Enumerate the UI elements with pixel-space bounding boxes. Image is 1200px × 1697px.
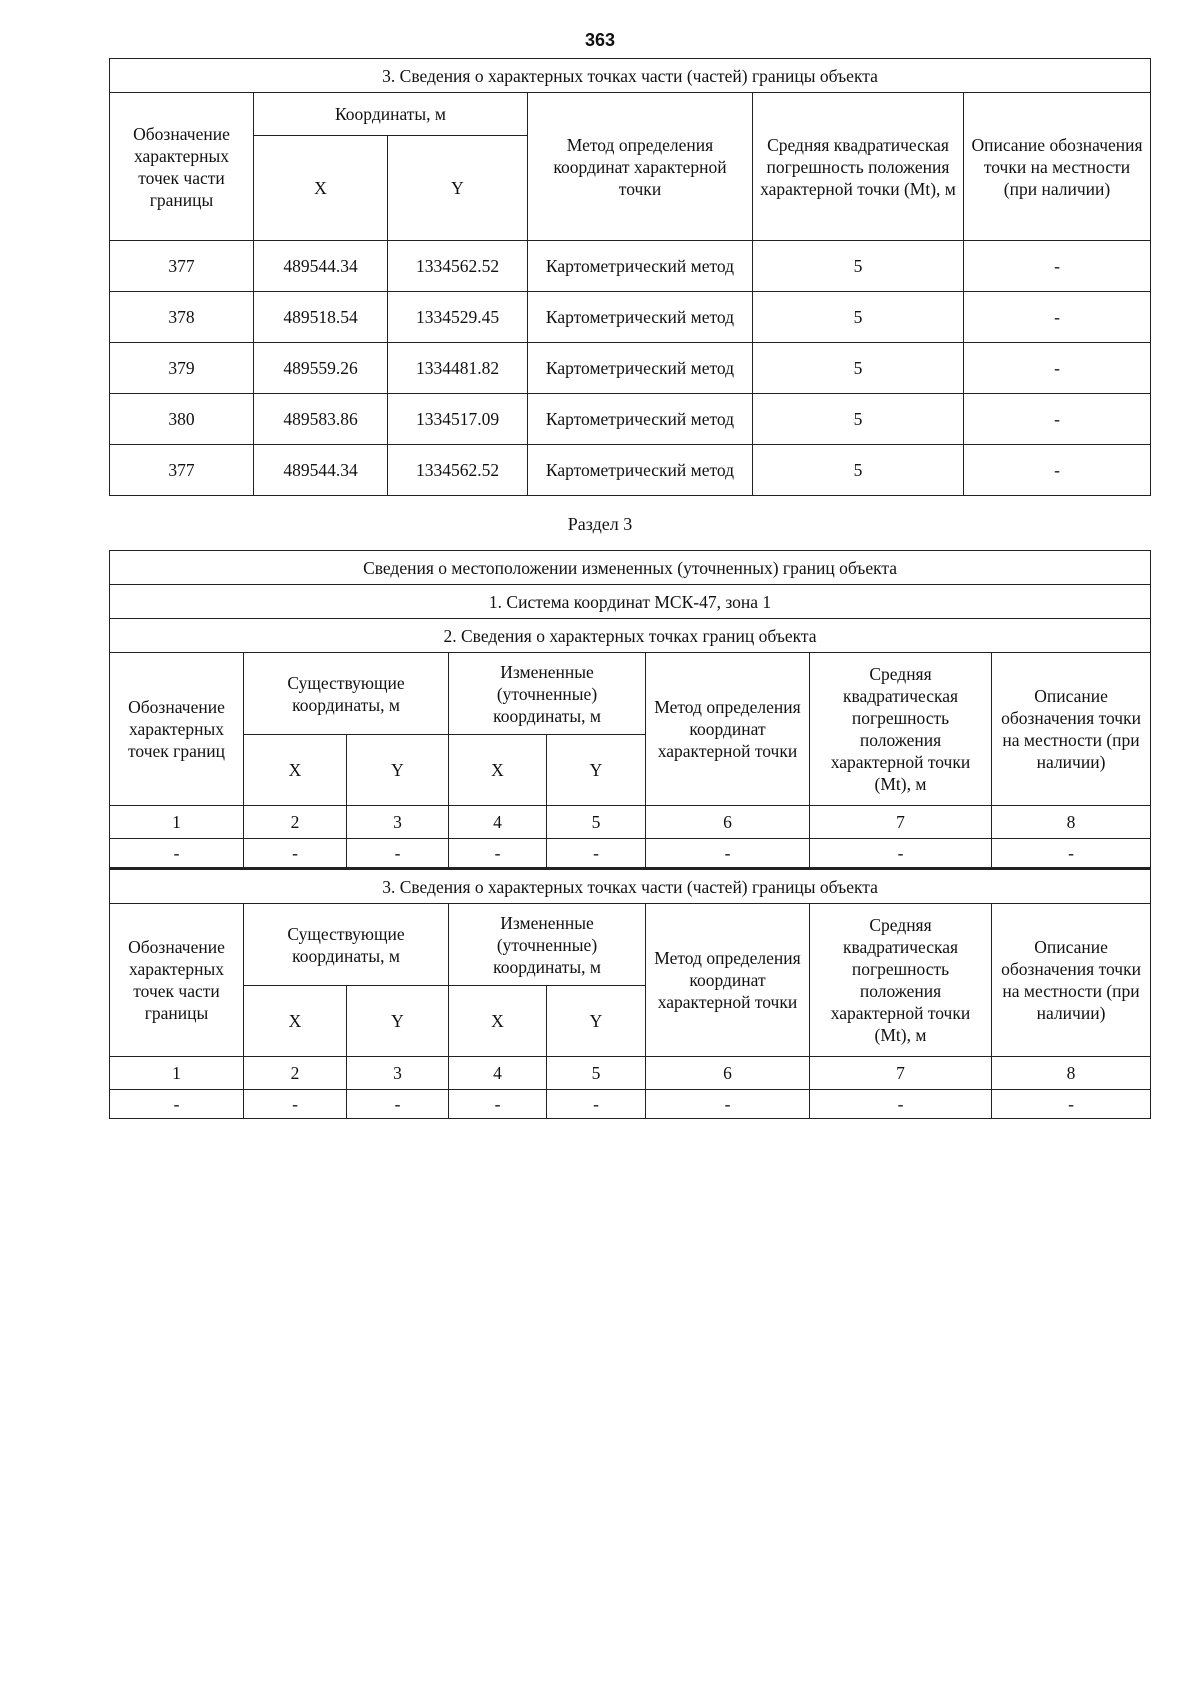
header-existing-coords: Существующие координаты, м	[244, 904, 449, 986]
cell-point: 377	[110, 445, 254, 496]
cell-y: 1334529.45	[388, 292, 528, 343]
cell-y: 1334562.52	[388, 241, 528, 292]
header-error: Средняя квадратическая погрешность положения характерной точки (Mt), м	[810, 904, 992, 1057]
section-title: Раздел 3	[567, 514, 633, 534]
cell-x: 489559.26	[254, 343, 388, 394]
table-row	[110, 292, 1151, 343]
header-x: X	[449, 986, 547, 1057]
table-row	[110, 343, 1151, 394]
cell-point: 378	[110, 292, 254, 343]
header-x: X	[254, 136, 388, 241]
header-method: Метод определения координат характерной точки	[646, 653, 810, 806]
cell-error: 5	[753, 394, 964, 445]
column-number: 2	[244, 806, 347, 839]
header-x: X	[449, 735, 547, 806]
page-number: 363	[584, 30, 616, 50]
cell-method: Картометрический метод	[528, 343, 753, 394]
header-y: Y	[547, 986, 646, 1057]
cell-y: 1334517.09	[388, 394, 528, 445]
cell-x: 489544.34	[254, 241, 388, 292]
cell-x: 489518.54	[254, 292, 388, 343]
part2-caption: 2. Сведения о характерных точках границ объекта	[110, 619, 1151, 653]
cell-description: -	[964, 394, 1151, 445]
cell-empty: -	[646, 1090, 810, 1119]
cell-description: -	[964, 343, 1151, 394]
cell-description: -	[964, 292, 1151, 343]
table-row	[110, 839, 1151, 869]
header-existing-coords: Существующие координаты, м	[244, 653, 449, 735]
table-row	[110, 241, 1151, 292]
header-description: Описание обозначения точки на местности (при наличии)	[992, 653, 1151, 806]
changed-boundaries-table	[109, 550, 1151, 1119]
cell-empty: -	[244, 1090, 347, 1119]
cell-y: 1334481.82	[388, 343, 528, 394]
cell-empty: -	[547, 839, 646, 869]
header-error: Средняя квадратическая погрешность положения характерной точки (Mt), м	[810, 653, 992, 806]
header-method: Метод определения координат характерной точки	[646, 904, 810, 1057]
header-x: X	[244, 735, 347, 806]
header-changed-coords: Измененные (уточненные) координаты, м	[449, 653, 646, 735]
cell-method: Картометрический метод	[528, 394, 753, 445]
column-number: 4	[449, 806, 547, 839]
column-number: 3	[347, 1057, 449, 1090]
cell-empty: -	[646, 839, 810, 869]
cell-method: Картометрический метод	[528, 445, 753, 496]
cell-method: Картометрический метод	[528, 292, 753, 343]
table-row	[110, 1090, 1151, 1119]
header-description: Описание обозначения точки на местности (при наличии)	[964, 93, 1151, 241]
cell-empty: -	[347, 1090, 449, 1119]
column-number: 7	[810, 806, 992, 839]
cell-empty: -	[244, 839, 347, 869]
header-designation: Обозначение характерных точек части границы	[110, 93, 254, 241]
cell-description: -	[964, 445, 1151, 496]
cell-empty: -	[110, 839, 244, 869]
column-number: 5	[547, 806, 646, 839]
header-changed-coords: Измененные (уточненные) координаты, м	[449, 904, 646, 986]
header-y: Y	[388, 136, 528, 241]
column-number: 3	[347, 806, 449, 839]
header-y: Y	[347, 986, 449, 1057]
column-number: 8	[992, 806, 1151, 839]
header-error: Средняя квадратическая погрешность положения характерной точки (Mt), м	[753, 93, 964, 241]
table-caption: 3. Сведения о характерных точках части (частей) границы объекта	[110, 59, 1151, 93]
column-number: 6	[646, 1057, 810, 1090]
header-coordinates: Координаты, м	[254, 93, 528, 136]
coord-system: 1. Система координат МСК-47, зона 1	[110, 585, 1151, 619]
cell-empty: -	[347, 839, 449, 869]
column-number: 7	[810, 1057, 992, 1090]
column-numbers-row	[110, 1057, 1151, 1090]
points-table-part-boundary	[109, 58, 1151, 496]
cell-point: 377	[110, 241, 254, 292]
cell-description: -	[964, 241, 1151, 292]
column-number: 8	[992, 1057, 1151, 1090]
header-y: Y	[347, 735, 449, 806]
cell-error: 5	[753, 343, 964, 394]
header-designation: Обозначение характерных точек части границы	[110, 904, 244, 1057]
column-number: 1	[110, 806, 244, 839]
header-description: Описание обозначения точки на местности (при наличии)	[992, 904, 1151, 1057]
cell-empty: -	[810, 1090, 992, 1119]
header-y: Y	[547, 735, 646, 806]
cell-error: 5	[753, 445, 964, 496]
column-number: 4	[449, 1057, 547, 1090]
cell-error: 5	[753, 292, 964, 343]
cell-x: 489544.34	[254, 445, 388, 496]
column-number: 5	[547, 1057, 646, 1090]
cell-x: 489583.86	[254, 394, 388, 445]
header-x: X	[244, 986, 347, 1057]
cell-point: 380	[110, 394, 254, 445]
cell-empty: -	[810, 839, 992, 869]
cell-empty: -	[992, 839, 1151, 869]
cell-empty: -	[449, 839, 547, 869]
cell-empty: -	[992, 1090, 1151, 1119]
cell-empty: -	[547, 1090, 646, 1119]
table-row	[110, 445, 1151, 496]
table-row	[110, 394, 1151, 445]
column-numbers-row	[110, 806, 1151, 839]
cell-empty: -	[449, 1090, 547, 1119]
part3-caption: 3. Сведения о характерных точках части (частей) границы объекта	[110, 869, 1151, 904]
cell-method: Картометрический метод	[528, 241, 753, 292]
column-number: 2	[244, 1057, 347, 1090]
header-designation: Обозначение характерных точек границ	[110, 653, 244, 806]
header-method: Метод определения координат характерной точки	[528, 93, 753, 241]
cell-error: 5	[753, 241, 964, 292]
cell-point: 379	[110, 343, 254, 394]
column-number: 1	[110, 1057, 244, 1090]
cell-empty: -	[110, 1090, 244, 1119]
column-number: 6	[646, 806, 810, 839]
cell-y: 1334562.52	[388, 445, 528, 496]
table-title: Сведения о местоположении измененных (уточненных) границ объекта	[110, 551, 1151, 585]
